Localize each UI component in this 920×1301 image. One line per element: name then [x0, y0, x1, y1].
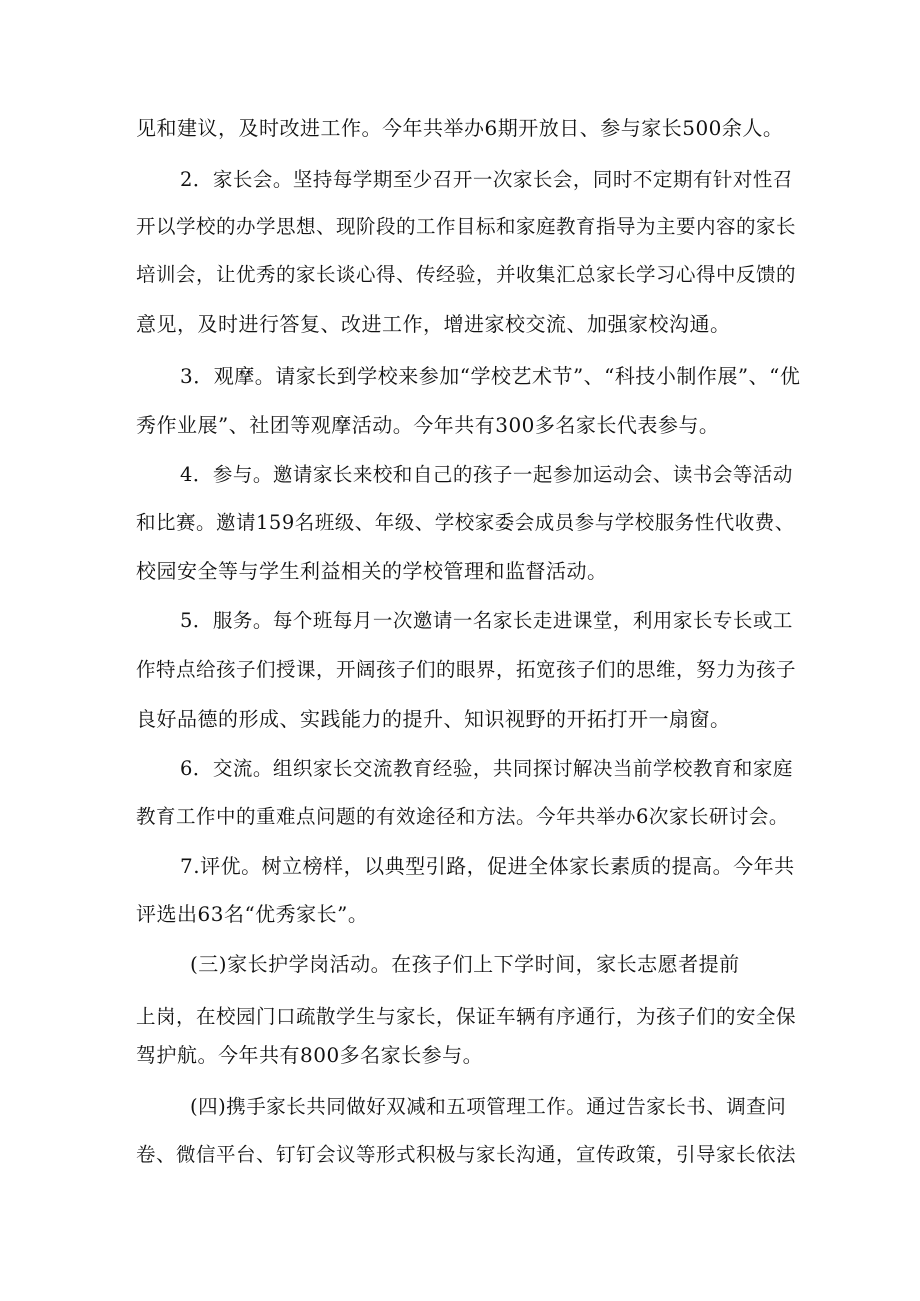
text-line: 3．观摩。请家长到学校来参加“学校艺术节”、“科技小制作展”、“优: [180, 364, 801, 388]
text-line: 4．参与。邀请家长来校和自己的孩子一起参加运动会、读书会等活动: [180, 463, 793, 486]
text-line: 开以学校的办学思想、现阶段的工作目标和家庭教育指导为主要内容的家长: [136, 215, 797, 238]
text-line: 上岗，在校园门口疏散学生与家长，保证车辆有序通行，为孩子们的安全保: [136, 1005, 797, 1028]
text-line: 和比赛。邀请159名班级、年级、学校家委会成员参与学校服务性代收费、: [136, 511, 795, 534]
text-line: 秀作业展”、社团等观摩活动。今年共有300多名家长代表参与。: [136, 413, 720, 437]
text-line: 教育工作中的重难点问题的有效途径和方法。今年共举办6次家长研讨会。: [136, 805, 789, 828]
text-line: 良好品德的形成、实践能力的提升、知识视野的开拓打开一扇窗。: [136, 707, 731, 731]
text-line: 培训会，让优秀的家长谈心得、传经验，并收集汇总家长学习心得中反馈的: [136, 263, 797, 286]
text-line: 2．家长会。坚持每学期至少召开一次家长会，同时不定期有针对性召: [180, 168, 793, 191]
text-line: (三)家长护学岗活动。在孩子们上下学时间，家长志愿者提前: [190, 952, 740, 976]
text-line: 驾护航。今年共有800多名家长参与。: [136, 1043, 484, 1067]
text-line: 7.评优。树立榜样，以典型引路，促进全体家长素质的提高。今年共: [180, 854, 795, 878]
text-line: 评选出63名“优秀家长”。: [136, 902, 369, 926]
text-line: 作特点给孩子们授课，开阔孩子们的眼界，拓宽孩子们的思维，努力为孩子: [136, 658, 797, 681]
text-line: 见和建议，及时改进工作。今年共举办6期开放日、参与家长500余人。: [136, 116, 784, 140]
text-line: 校园安全等与学生利益相关的学校管理和监督活动。: [136, 559, 608, 583]
text-line: 5．服务。每个班每月一次邀请一名家长走进课堂，利用家长专长或工: [180, 609, 793, 632]
text-line: 卷、微信平台、钉钉会议等形式积极与家长沟通，宣传政策，引导家长依法: [136, 1143, 797, 1166]
text-line: 意见，及时进行答复、改进工作，增进家校交流、加强家校沟通。: [136, 312, 731, 336]
text-line: (四)携手家长共同做好双减和五项管理工作。通过告家长书、调查问: [190, 1095, 787, 1118]
text-line: 6．交流。组织家长交流教育经验，共同探讨解决当前学校教育和家庭: [180, 757, 793, 780]
